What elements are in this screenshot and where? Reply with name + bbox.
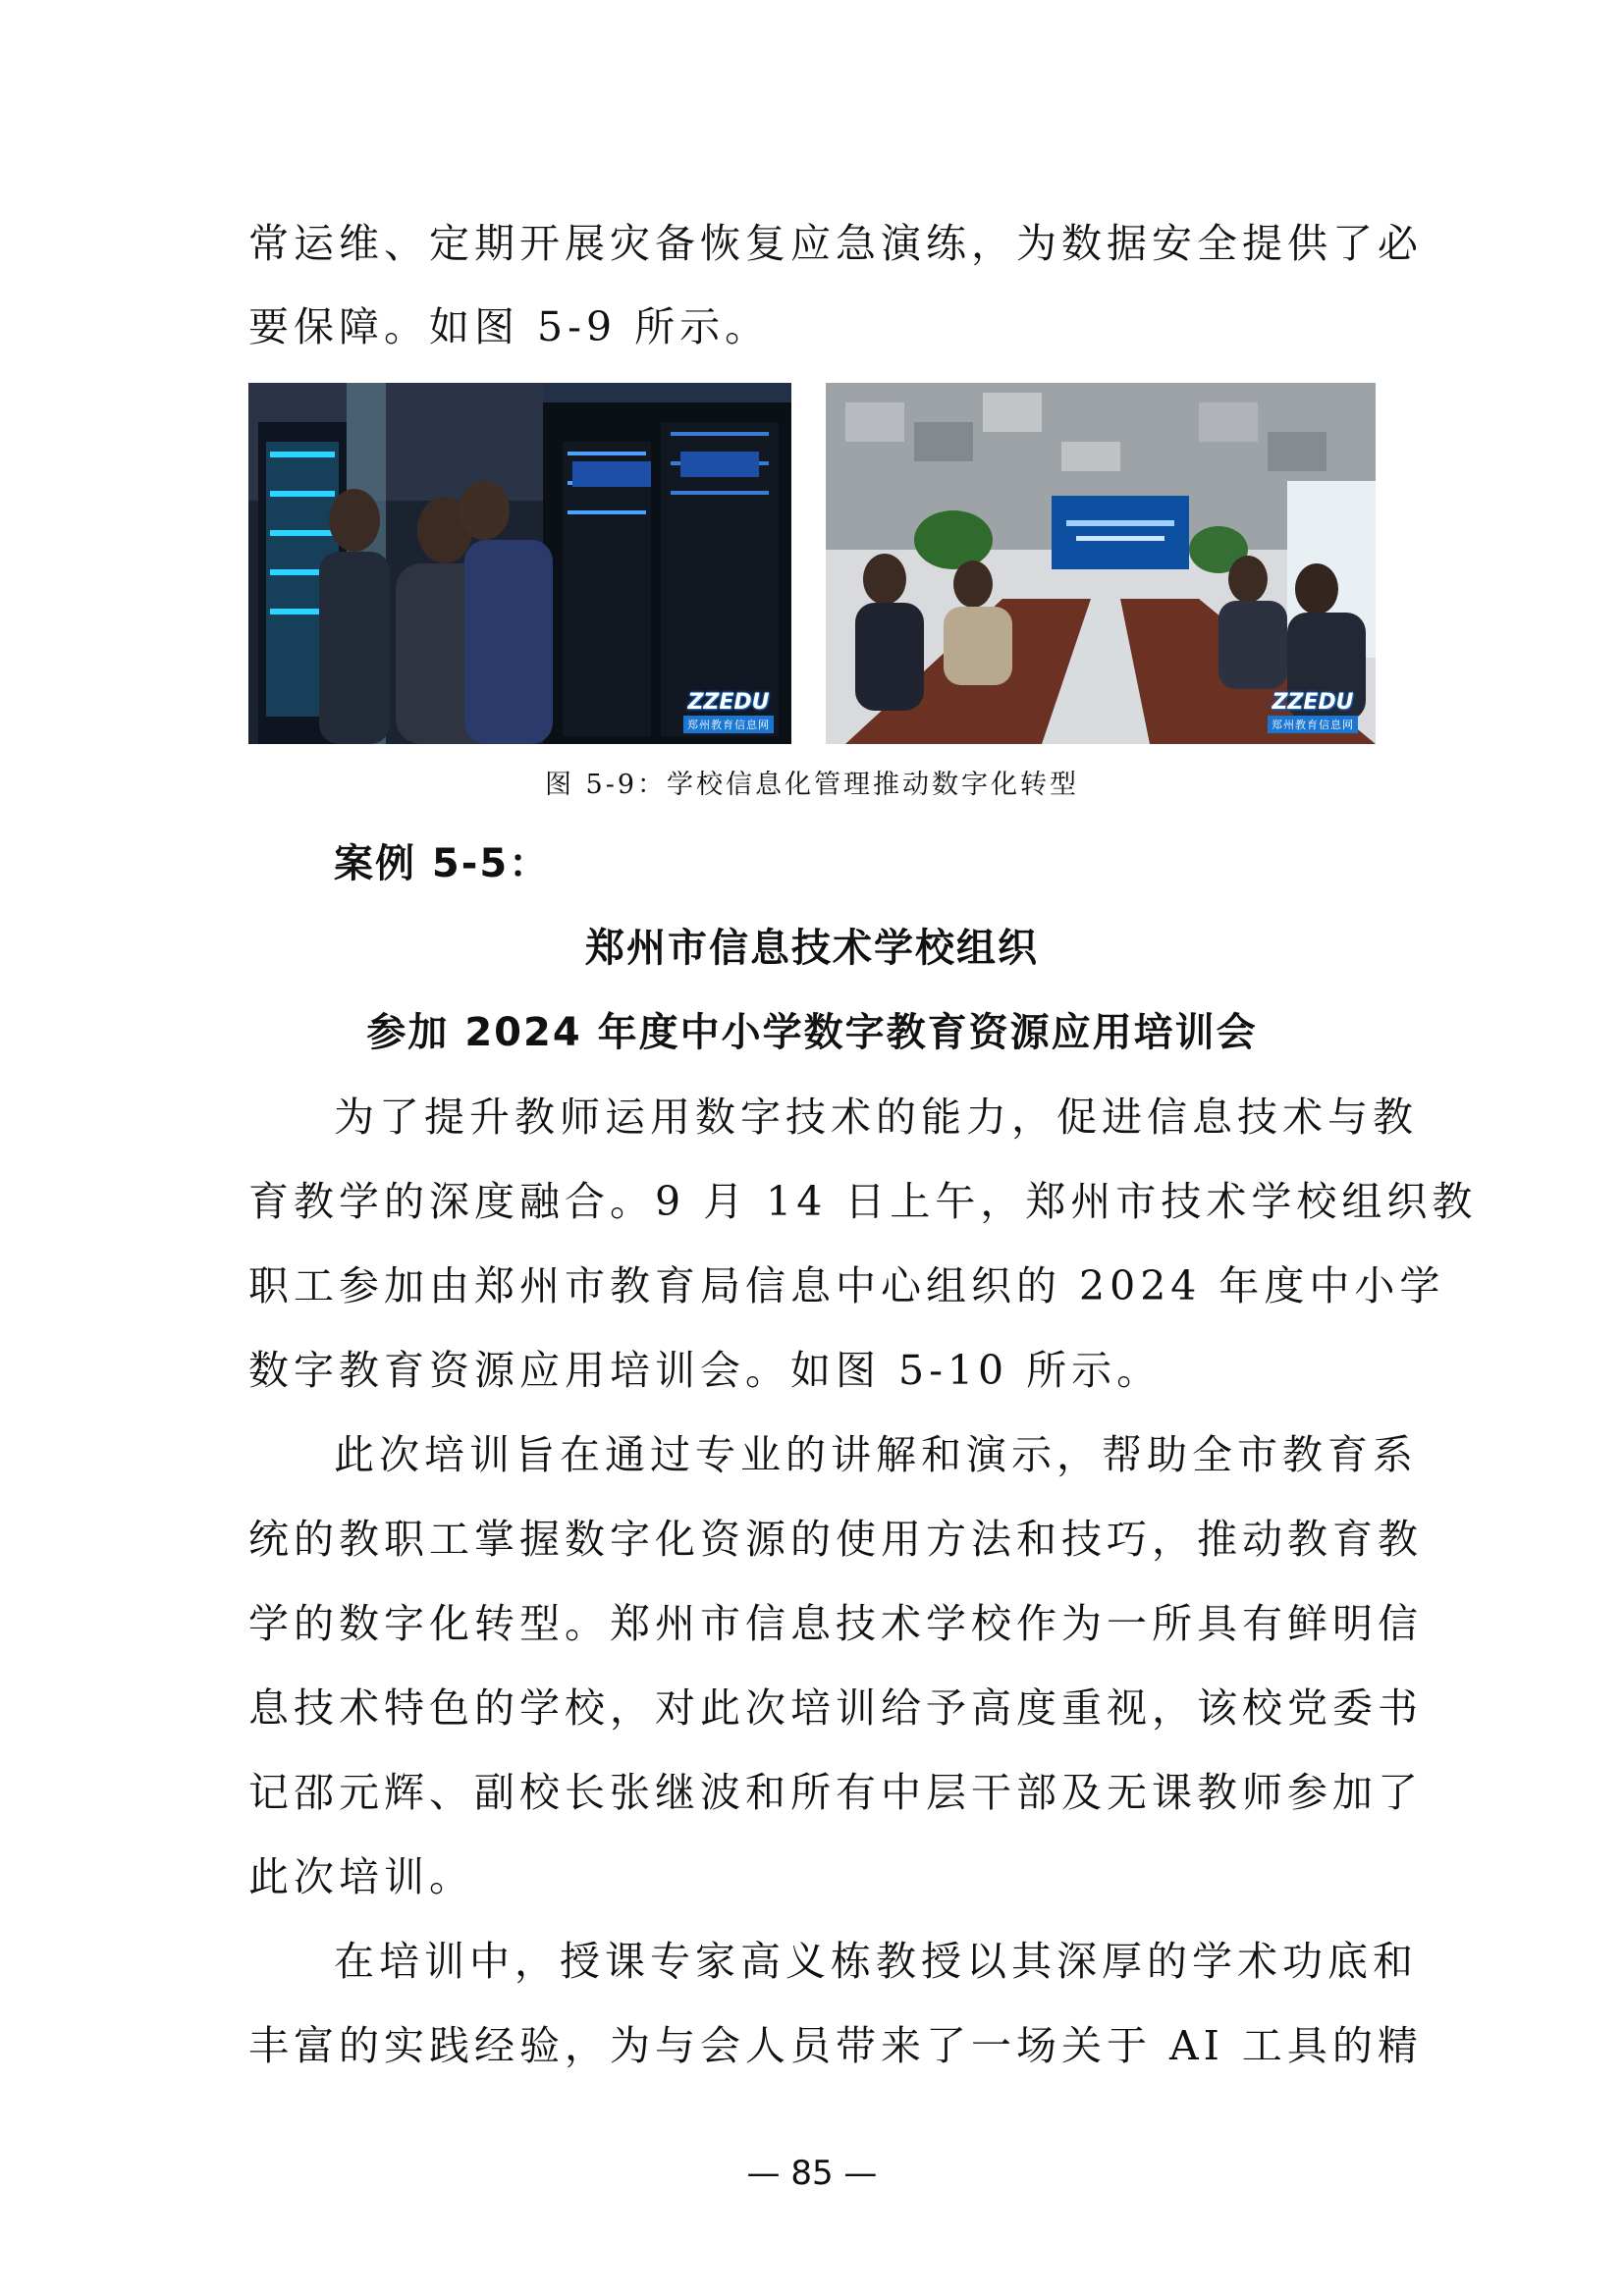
- para2-line-5: 记邵元辉、副校长张继波和所有中层干部及无课教师参加了: [248, 1769, 1423, 1816]
- para2-line-2: 统的教职工掌握数字化资源的使用方法和技巧，推动教育教: [248, 1516, 1423, 1563]
- server-room-photo: [248, 383, 791, 744]
- case-label: 案例 5-5：: [334, 841, 551, 886]
- zzedu-logo-text: 郑州教育信息网: [683, 716, 774, 733]
- para2-line-1: 此次培训旨在通过专业的讲解和演示，帮助全市教育系: [334, 1431, 1418, 1478]
- intro-line-2: 要保障。如图 5-9 所示。: [248, 303, 771, 350]
- zzedu-logo-mark-2: ZZEDU: [1272, 690, 1354, 715]
- para3-line-1: 在培训中，授课专家高义栋教授以其深厚的学术功底和: [334, 1938, 1418, 1985]
- zzedu-watermark: [676, 685, 782, 738]
- para1-line-1: 为了提升教师运用数字技术的能力，促进信息技术与教: [334, 1094, 1418, 1141]
- para1-line-4: 数字教育资源应用培训会。如图 5-10 所示。: [248, 1347, 1163, 1394]
- para1-line-3: 职工参加由郑州市教育局信息中心组织的 2024 年度中小学: [248, 1262, 1445, 1309]
- page-number: — 85 —: [746, 2154, 878, 2193]
- para1-line-2: 育教学的深度融合。9 月 14 日上午，郑州市技术学校组织教: [248, 1178, 1478, 1225]
- para2-line-4: 息技术特色的学校，对此次培训给予高度重视，该校党委书: [248, 1684, 1423, 1732]
- zzedu-logo-mark: ZZEDU: [687, 690, 770, 715]
- meeting-room-photo: [826, 383, 1376, 744]
- para3-line-2: 丰富的实践经验，为与会人员带来了一场关于 AI 工具的精: [248, 2022, 1423, 2069]
- para2-line-3: 学的数字化转型。郑州市信息技术学校作为一所具有鲜明信: [248, 1600, 1423, 1647]
- case-title-line-1: 郑州市信息技术学校组织: [585, 926, 1039, 971]
- zzedu-watermark-2: [1260, 685, 1366, 738]
- intro-line-1: 常运维、定期开展灾备恢复应急演练，为数据安全提供了必: [248, 220, 1423, 267]
- para2-line-6: 此次培训。: [248, 1853, 474, 1900]
- figure-caption: 图 5-9：学校信息化管理推动数字化转型: [544, 770, 1080, 800]
- zzedu-logo-text-2: 郑州教育信息网: [1268, 716, 1358, 733]
- case-title-line-2: 参加 2024 年度中小学数字教育资源应用培训会: [366, 1010, 1258, 1055]
